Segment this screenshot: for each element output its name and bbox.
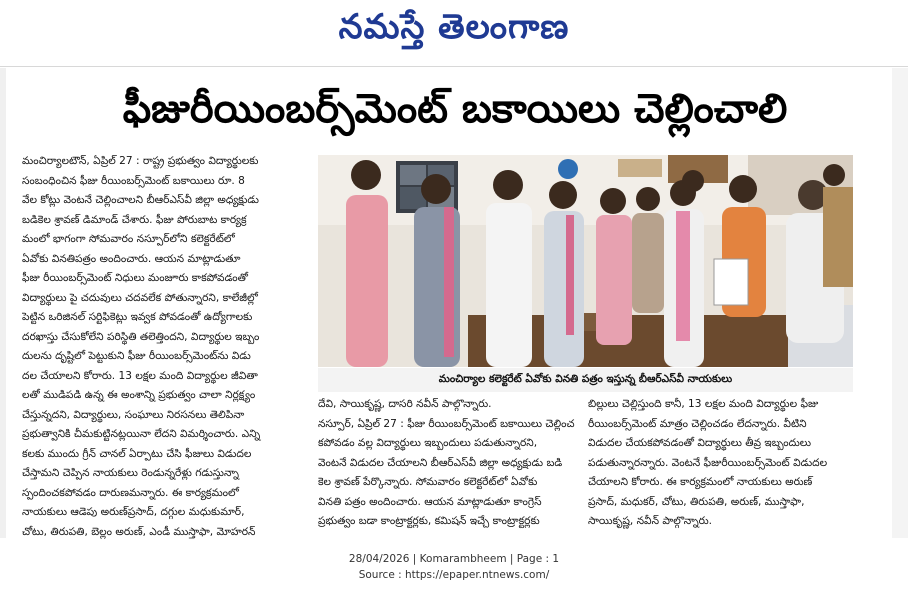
text-line: సంబంధించిన ఫీజు రీయింబర్స్‌మెంట్ బకాయిలు రూ. 8 <box>22 174 245 187</box>
adjacent-page-edge-right <box>892 68 908 538</box>
text-line: దులను దృష్టిలో పెట్టుకుని ఫీజు రీయింబర్స్‌మెంట్‌ను విడు <box>22 350 251 362</box>
text-line: ప్రభుత్వానికి చీమకుట్టినట్లయినా లేదని విమర్శించారు. ఎన్ని <box>22 428 261 440</box>
page-info: 28/04/2026 | Komarambheem | Page : 1 <box>348 553 560 565</box>
text-line: పడుతున్నారన్నారు. వెంటనే ఫీజురీయింబర్స్‌మెంట్ విడుదల <box>588 456 828 469</box>
text-line: దేవి, సాయికృష్ణ, దాసరి నవీన్ పాల్గొన్నారు. <box>318 398 492 410</box>
text-line: దరఖాస్తు చేసుకోలేని పరిస్థితి తలెత్తిందని, విద్యార్థుల ఇబ్బం <box>22 330 260 343</box>
article-column-2 <box>318 395 580 532</box>
text-line: బడికెల శ్రావణ్ డిమాండ్ చేశారు. ఫీజు పోరుబాట కార్యక్ర <box>22 213 247 226</box>
text-line: దల చేయాలని కోరారు. 13 లక్షల మంది విద్యార్థుల జీవితా <box>22 369 258 382</box>
photo-illustration <box>318 155 853 367</box>
text-line: వినతి పత్రం అందించారు. ఆయన మాట్లాడుతూ కాంగ్రెస్ <box>318 495 542 508</box>
text-line: కలకు ముందు గ్రీన్ చానల్ ఏర్పాటు చేసి ఫీజులు విడుదల <box>22 447 252 460</box>
text-line: ఏవోకు వినతిపత్రం అందించారు. ఆయన మాట్లాడుతూ <box>22 252 241 265</box>
text-line: మంలో భాగంగా సోమవారం నస్పూర్‌లోని కలెక్టరేట్‌లో <box>22 233 235 245</box>
newspaper-title: నమస్తే తెలంగాణ <box>338 7 570 47</box>
masthead <box>0 0 908 62</box>
text-line: లతో ముడిపడి ఉన్న ఈ అంశాన్ని ప్రభుత్వం చాలా నిర్లక్ష్యం <box>22 389 256 401</box>
text-line: రీయింబర్స్‌మెంట్ మాత్రం చెల్లించడం లేదన్నారు. వీటిని <box>588 417 807 430</box>
text-line: నస్పూర్, ఏప్రిల్ 27 : ఫీజు రీయింబర్స్‌మెంట్ బకాయిలు చెల్లించ <box>318 417 575 430</box>
headline: ఫీజురీయింబర్స్‌మెంట్ బకాయిలు చెల్లించాలి <box>122 86 788 132</box>
text-line: కపోవడం వల్ల విద్యార్థులు ఇబ్బందులు పడుతున్నారని, <box>318 437 538 449</box>
text-line: స్పందించకపోవడం దారుణమన్నారు. ఈ కార్యక్రమంలో <box>22 486 239 499</box>
adjacent-page-edge-left <box>0 68 6 538</box>
text-line: మంచిర్యాలటౌన్, ఏప్రిల్ 27 : రాష్ట్ర ప్రభుత్వం విద్యార్థులకు <box>22 155 259 167</box>
text-line: ప్రసాద్, మధుకర్, చోటు, తిరుపతి, అరుణ్, ముస్తాఫా, <box>588 495 805 508</box>
masthead-divider <box>0 66 908 67</box>
news-photo <box>318 155 853 367</box>
text-line: ఫీజు రీయింబర్స్‌మెంట్ నిధులు మంజూరు కాకపోవడంతో <box>22 272 248 284</box>
text-line: నాయకులు ఆడెపు అరుణ్‌ప్రసాద్, దగ్గుల మధుకుమార్, <box>22 506 245 518</box>
text-line: చేస్తామని చెప్పిన నాయకులు రెండున్నరేళ్లు గడుస్తున్నా <box>22 467 239 479</box>
text-line: విడుదల చేయకపోవడంతో విద్యార్థులు తీవ్ర ఇబ్బందులు <box>588 437 811 449</box>
text-line: సాయికృష్ణ, నవీన్ పాల్గొన్నారు. <box>588 515 712 527</box>
text-line: చేస్తున్నదని, విద్యార్థులు, సంఘాలు నిరసనలు తెలిపినా <box>22 408 245 421</box>
photo-caption: మంచిర్యాల కలెక్టరేట్ ఏవోకు వినతి పత్రం ఇస్తున్న బీఆర్‌ఎస్‌వీ నాయకులు <box>318 368 853 392</box>
text-line: పెట్టిన ఒరిజినల్ సర్టిఫికెట్లు ఇవ్వక పోవడంతో ఉద్యోగాలకు <box>22 311 253 323</box>
globe <box>558 159 578 179</box>
text-line: విద్యార్థులు పై చదువులు చదవలేక పోతున్నారని, కాలేజీల్లో <box>22 291 258 304</box>
source-link[interactable]: Source : https://epaper.ntnews.com/ <box>358 569 550 581</box>
text-line: కెల శ్రావణ్ పేర్కొన్నారు. సోమవారం కలెక్టరేట్‌లో ఏవోకు <box>318 476 538 488</box>
text-line: ప్రభుత్వం బడా కాంట్రాక్టర్లకు, కమిషన్ ఇచ్చే కాంట్రాక్టర్లకు <box>318 515 540 527</box>
text-line: చోటు, తిరుపతి, బెల్లం అరుణ్, ఎండీ ముస్తాఫా, మోహరన్ <box>22 525 256 538</box>
text-line: చేయాలని కోరారు. ఈ కార్యక్రమంలో నాయకులు అరుణ్ <box>588 476 813 488</box>
text-line: బిల్లులు చెల్లిస్తుంది కానీ, 13 లక్షల మంది విద్యార్థుల ఫీజు <box>588 398 819 410</box>
text-line: వెంటనే విడుదల చేయాలని బీఆర్‌ఎస్‌వీ జిల్లా అధ్యక్షుడు బడి <box>318 456 563 469</box>
article-column-3 <box>588 395 853 532</box>
petition-paper <box>714 259 748 305</box>
article-column-1 <box>22 152 312 542</box>
text-line: వేల కోట్లు వెంటనే చెల్లించాలని బీఆర్‌ఎస్‌వీ జిల్లా అధ్యక్షుడు <box>22 194 259 206</box>
